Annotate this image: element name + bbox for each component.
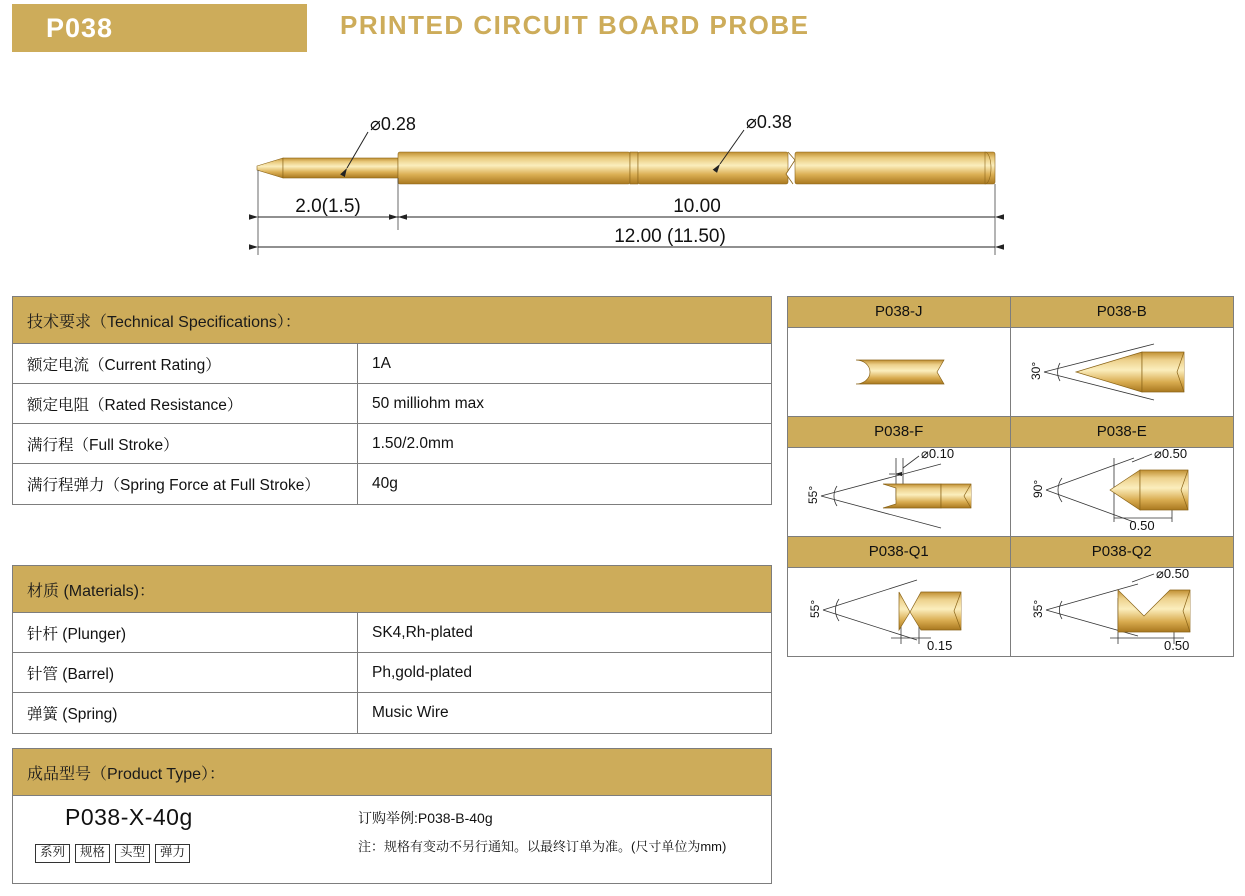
dim-total-length-label: 12.00 (11.50) [614,226,726,247]
table-row [13,613,771,653]
tip-cell-e [1011,417,1234,537]
spec-label: 额定电阻（Rated Resistance） [13,384,358,423]
code-part-tip: 头型 [115,844,150,863]
material-label: 针杆 (Plunger) [13,613,358,652]
tip-art-j [788,328,1010,416]
order-example: 订购举例:P038-B-40g [358,810,493,826]
dim-barrel-length-label: 10.00 [673,196,721,217]
spec-label: 满行程（Full Stroke） [13,424,358,463]
spec-value: 1A [372,354,391,372]
tip-angle-f: 55° [806,485,821,504]
tip-dia-f: ⌀0.10 [921,448,955,461]
materials-table-title: 材质 (Materials)： [27,582,156,600]
spec-table-header [13,297,771,344]
table-row [13,693,771,733]
code-part-series: 系列 [35,844,70,863]
material-label: 弹簧 (Spring) [13,693,358,733]
material-label: 针管 (Barrel) [13,653,358,692]
material-value: Music Wire [372,704,449,721]
tip-dia-q2: ⌀0.50 [1156,568,1190,581]
tip-name-j: P038-J [788,297,1010,328]
dim-plunger-diameter-label: ⌀0.28 [370,114,416,134]
tip-cell-b [1011,297,1234,417]
tip-name-e: P038-E [1011,417,1234,448]
tip-art-q2 [1011,568,1234,656]
spec-label: 额定电流（Current Rating） [13,344,358,383]
tip-style-grid [787,296,1234,657]
technical-specifications-table [12,296,772,505]
product-type-table [12,748,772,884]
tip-name-b: P038-B [1011,297,1234,328]
spec-value: 40g [372,475,398,492]
spec-value: 1.50/2.0mm [372,434,454,452]
table-row [13,344,771,384]
part-number-label: P038 [46,12,114,43]
tip-flat-e: 0.50 [1129,518,1155,533]
tip-angle-q2: 35° [1031,599,1046,618]
product-type-body [13,796,771,884]
probe-drawing [0,60,1245,285]
tip-cell-q2 [1011,537,1234,656]
tip-art-e [1011,448,1234,536]
table-row [13,384,771,424]
tip-art-b [1011,328,1234,416]
tip-cell-q1 [788,537,1011,656]
tip-angle-e: 90° [1031,479,1046,498]
material-value: SK4,Rh-plated [372,623,473,641]
product-type-title: 成品型号（Product Type）： [27,765,225,783]
product-type-code: P038-X-40g [65,804,193,830]
tip-angle-b: 30° [1029,361,1044,380]
tip-name-f: P038-F [788,417,1010,448]
dim-barrel-diameter-label: ⌀0.38 [746,112,792,132]
code-part-spec: 规格 [75,844,110,863]
spec-label: 满行程弹力（Spring Force at Full Stroke） [13,464,358,504]
dim-stroke-label: 2.0(1.5) [295,196,361,217]
table-row [13,424,771,464]
tip-angle-q1: 55° [808,599,823,618]
probe-body-art [257,152,995,184]
tip-cell-f [788,417,1011,537]
tip-cell-j [788,297,1011,417]
tip-name-q1: P038-Q1 [788,537,1010,568]
part-number-badge [12,4,307,52]
table-row [13,653,771,693]
tip-art-f [788,448,1010,536]
code-part-force: 弹力 [155,844,190,863]
tip-art-q1 [788,568,1010,656]
page-header [0,0,1245,55]
spec-value: 50 milliohm max [372,394,484,412]
product-type-header [13,749,771,796]
materials-table [12,565,772,734]
tip-flat-q2: 0.50 [1164,638,1190,653]
table-row [13,464,771,504]
spec-table-title: 技术要求（Technical Specifications）： [27,313,301,331]
materials-table-header [13,566,771,613]
product-note: 注：规格有变动不另行通知。以最终订单为准。(尺寸单位为mm) [358,839,727,854]
page-title: PRINTED CIRCUIT BOARD PROBE [340,10,810,40]
tip-dia-e: ⌀0.50 [1154,448,1188,461]
tip-flat-q1: 0.15 [927,638,953,653]
product-type-code-legend [35,844,190,863]
material-value: Ph,gold-plated [372,663,472,681]
tip-name-q2: P038-Q2 [1011,537,1234,568]
